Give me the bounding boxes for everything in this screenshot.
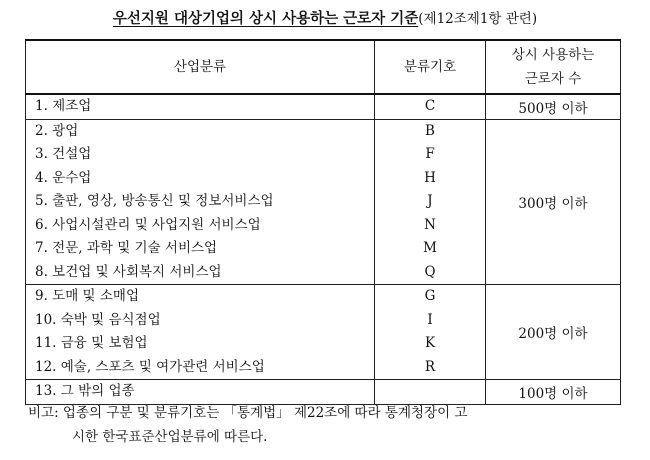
title-subtitle: (제12조제1항 관련): [418, 11, 538, 27]
category-item: 13. 그 밖의 업종: [35, 383, 135, 399]
remark-line-1: 비고: 업종의 구분 및 분류기호는 「통계법」 제22조에 따라 통계청장이 고: [28, 405, 468, 421]
code-cell: [375, 285, 486, 380]
category-item: 3. 건설업: [35, 146, 92, 162]
code-item: F: [425, 146, 435, 162]
table-row: [26, 285, 621, 380]
category-item: 10. 숙박 및 음식점업: [35, 311, 161, 328]
category-item: 9. 도매 및 소매업: [35, 288, 139, 304]
code-item: [375, 380, 485, 404]
table-header-row: [26, 40, 621, 94]
worker-count-cell: 300명 이하: [486, 119, 621, 285]
header-workers-line1: 상시 사용하는: [511, 47, 595, 63]
remark-note: [28, 401, 624, 449]
category-cell: [26, 119, 375, 285]
category-item: 11. 금융 및 보험업: [35, 335, 148, 351]
code-item: M: [423, 240, 437, 256]
worker-criteria-table: [25, 39, 621, 405]
code-item: I: [427, 311, 433, 328]
worker-count-cell: 200명 이하: [486, 285, 621, 380]
remark-line-2: 시한 한국표준산업분류에 따른다.: [72, 429, 268, 445]
header-workers: [486, 40, 621, 94]
category-cell: [26, 94, 375, 119]
code-item: K: [424, 335, 436, 351]
category-item: 1. 제조업: [35, 98, 92, 114]
category-item: 4. 운수업: [35, 169, 92, 186]
table-row: [26, 119, 621, 285]
code-item: H: [424, 169, 436, 186]
title-main: 우선지원 대상기업의 상시 사용하는 근로자 기준: [112, 11, 419, 27]
code-item: Q: [424, 263, 436, 280]
category-item: 7. 전문, 과학 및 기술 서비스업: [35, 240, 218, 256]
code-item: R: [424, 358, 436, 375]
worker-count-cell: 100명 이하: [486, 380, 621, 405]
header-code: 분류기호: [375, 40, 486, 94]
code-item: G: [424, 288, 436, 304]
document-title: [0, 7, 650, 28]
code-item: J: [427, 193, 433, 209]
code-cell: [375, 94, 486, 119]
category-cell: [26, 285, 375, 380]
category-item: 6. 사업시설관리 및 사업지원 서비스업: [35, 216, 261, 233]
category-item: 12. 예술, 스포츠 및 여가관련 서비스업: [35, 358, 265, 375]
table-row: [26, 94, 621, 119]
code-item: C: [424, 98, 436, 114]
category-item: 5. 출판, 영상, 방송통신 및 정보서비스업: [35, 193, 274, 209]
header-workers-line2: 근로자 수: [524, 71, 582, 87]
code-cell: [375, 119, 486, 285]
worker-count-cell: 500명 이하: [486, 94, 621, 119]
code-item: B: [425, 122, 435, 139]
header-category: 산업분류: [26, 40, 375, 94]
category-item: 8. 보건업 및 사회복지 서비스업: [35, 263, 222, 280]
code-item: N: [424, 216, 436, 233]
category-item: 2. 광업: [35, 122, 79, 139]
